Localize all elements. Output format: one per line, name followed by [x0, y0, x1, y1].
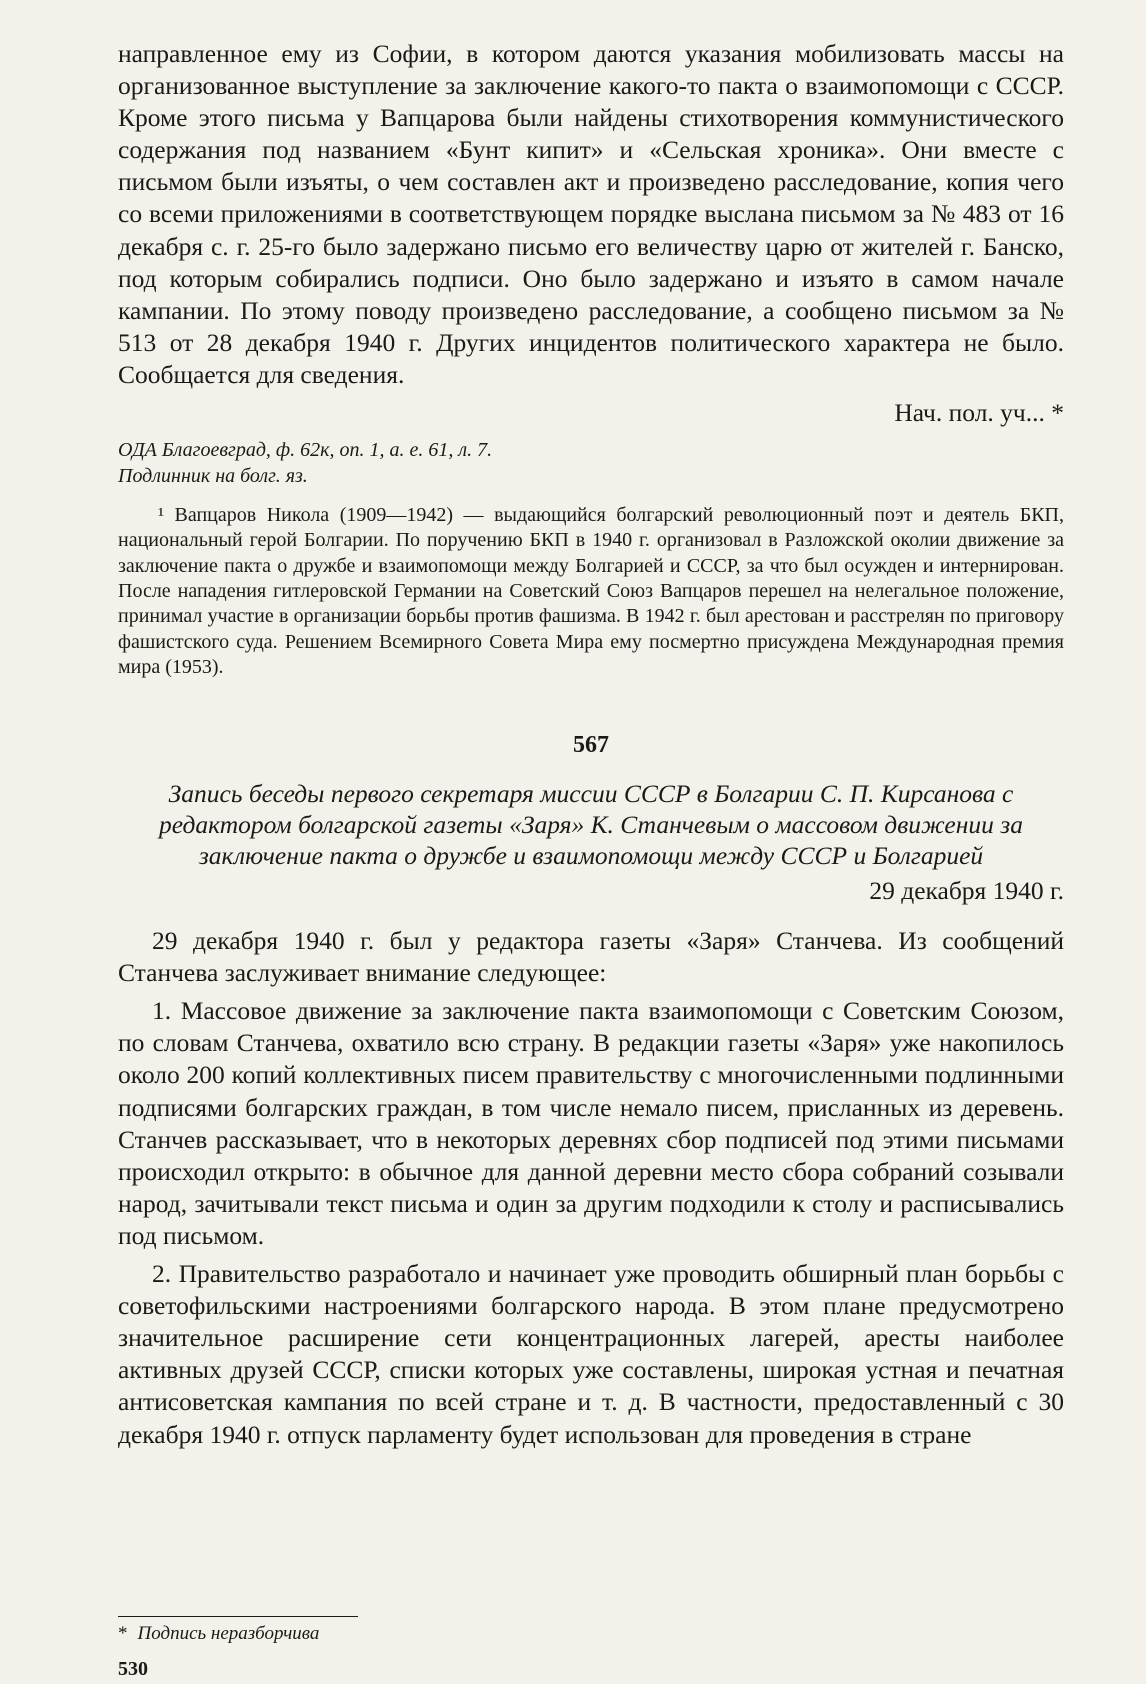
footnote-divider	[118, 1616, 358, 1617]
continued-text: направленное ему из Софии, в котором даются указания мобилизовать массы на организованное выступление за заключение какого-то пакта о взаимопомощи с СССР. Кроме этого письма у Вапцарова были найдены стихотворения коммунистического содержания под названием «Бунт кипит» и «Сельская хроника». Они вместе с письмом были изъяты, о чем составлен акт и произведено расследование, копия чего со всеми приложениями в соответствующем порядке выслана письмом за № 483 от 16 декабря с. г. 25-го было задержано письмо его величеству царю от жителей г. Банско, под которым собирались подписи. Оно было задержано и изъято в самом начале кампании. По этому поводу произведено расследование, а сообщено письмом за № 513 от 28 декабря 1940 г. Других инцидентов политического характера не было. Сообщается для сведения.	[118, 39, 1064, 389]
document-date: 29 декабря 1940 г.	[869, 876, 1064, 906]
footnote-signature	[118, 1622, 319, 1646]
document-number: 567	[573, 732, 609, 759]
paragraph-intro: 29 декабря 1940 г. был у редактора газеты «Заря» Станчева. Из сообщений Станчева заслуживает внимание следующее:	[118, 926, 1064, 988]
source-archive: ОДА Благоевград, ф. 62к, оп. 1, а. е. 61, л. 7.	[118, 439, 493, 462]
footnote-text: Подпись неразборчива	[137, 1623, 320, 1644]
footnote-mark: *	[118, 1623, 128, 1644]
source-original: Подлинник на болг. яз.	[118, 465, 308, 488]
paragraph-point-1: 1. Массовое движение за заключение пакта взаимопомощи с Советским Союзом, по словам Станчева, охватило всю страну. В редакции газеты «Заря» уже накопилось около 200 копий коллективных писем правительству с многочисленными подлинными подписями болгарских граждан, в том числе немало писем, присланных из деревень. Станчев рассказывает, что в некоторых деревнях сбор подписей под этими письмами происходил открыто: в обычное для данной деревни место сбора собраний созывали народ, зачитывали текст письма и один за другим подходили к столу и расписывались под письмом.	[118, 996, 1064, 1250]
signature: Нач. пол. уч... *	[894, 398, 1064, 428]
paragraph-point-2: 2. Правительство разработало и начинает уже проводить обширный план борьбы с советофильскими настроениями болгарского народа. В этом плане предусмотрено значительное расширение сети концентрационных лагерей, аресты наиболее активных друзей СССР, списки которых уже составлены, широкая устная и печатная антисоветская кампания по всей стране и т. д. В частности, предоставленный с 30 декабря 1940 г. отпуск парламенту будет использован для проведения в стране	[118, 1259, 1064, 1449]
page-number: 530	[118, 1658, 148, 1680]
document-title: Запись беседы первого секретаря миссии СССР в Болгарии С. П. Кирсанова с редактором болгарской газеты «Заря» К. Станчевым о массовом движении за заключение пакта о дружбе и взаимопомощи между СССР и Болгарией	[159, 779, 1023, 871]
footnote-vaptsarov: ¹ Вапцаров Никола (1909—1942) — выдающийся болгарский революционный поэт и деятель БКП, национальный герой Болгарии. По поручению БКП в 1940 г. организовал в Разложской околии движение за заключение пакта о дружбе и взаимопомощи между Болгарией и СССР, за что был осужден и интернирован. После нападения гитлеровской Германии на Советский Союз Вапцаров перешел на нелегальное положение, принимал участие в организации борьбы против фашизма. В 1942 г. был арестован и расстрелян по приговору фашистского суда. Решением Всемирного Совета Мира ему посмертно присуждена Международная премия мира (1953).	[118, 504, 1064, 678]
